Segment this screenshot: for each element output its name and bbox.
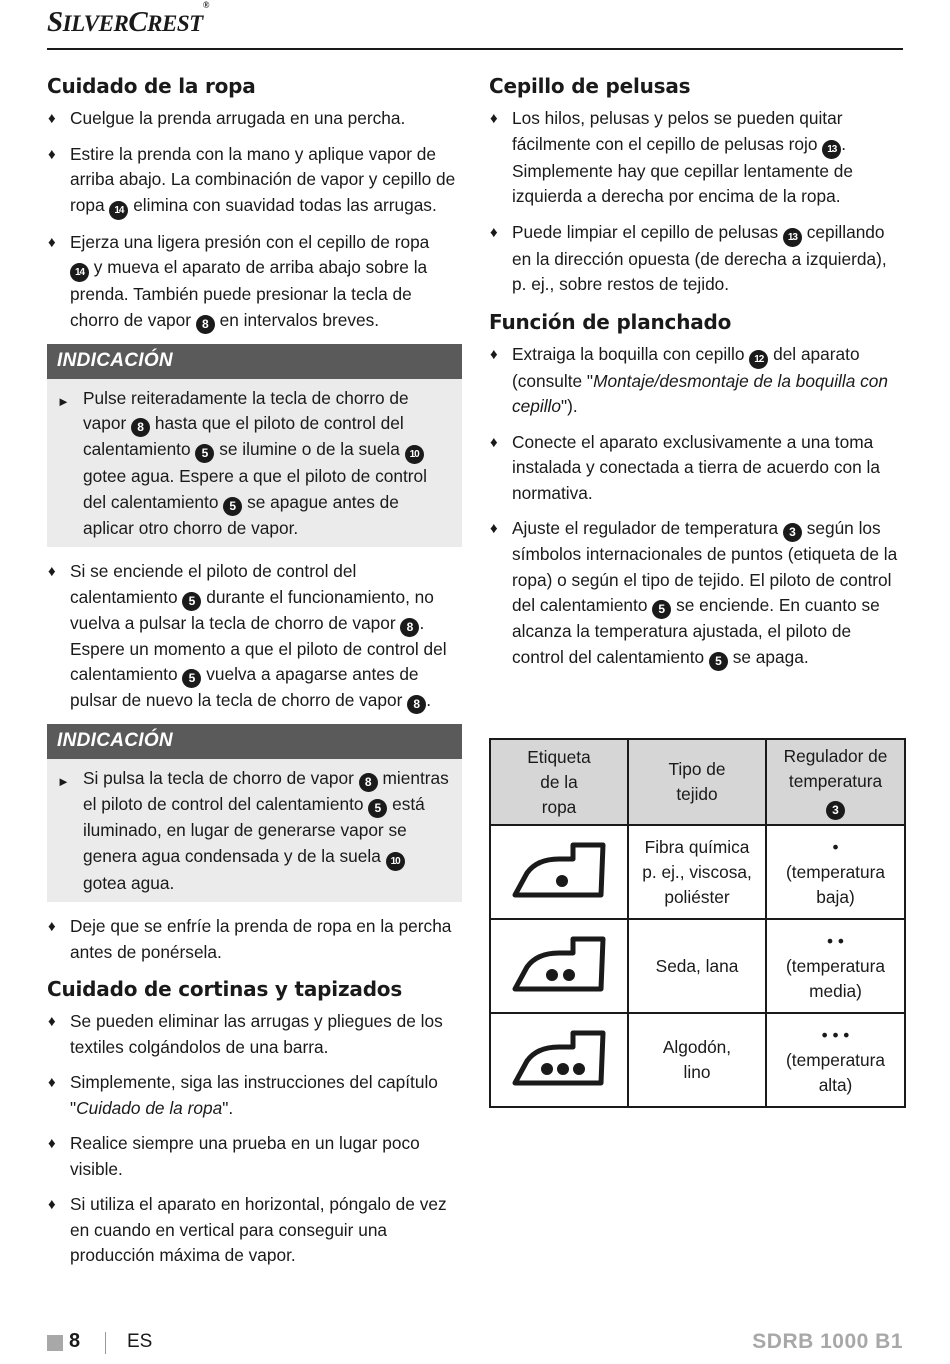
page-number: 8 [69, 1330, 81, 1352]
list-item: ♦ Si utiliza el aparato en horizontal, póngalo de vez en cuando en vertical para conseguir una producción máxima de vapor. [48, 1194, 447, 1265]
arrow-bullet-icon: ► [57, 393, 70, 409]
diamond-bullet-icon: ♦ [48, 1196, 56, 1213]
iron-one-dot-icon [490, 825, 628, 919]
list-item: ♦ Ejerza una ligera presión con el cepillo de ropa 14 y mueva el aparato de arriba abajo sobre la prenda. También puede presionar la tecla de chorro de vapor 8 en intervalos breves. [47, 230, 462, 334]
callout-number-icon: 12 [749, 350, 768, 369]
diamond-bullet-icon: ♦ [48, 110, 56, 127]
header-regulator: Regulador de temperatura 3 [766, 739, 905, 825]
callout-number-icon: 5 [709, 652, 728, 671]
list-item: ♦ Los hilos, pelusas y pelos se pueden quitar fácilmente con el cepillo de pelusas rojo 13 . Simplemente hay que cepillar lentamente de izquierda a derecha por encima de la ropa. [490, 108, 854, 206]
note-box [47, 344, 462, 548]
table-row [490, 825, 905, 919]
list-item: ♦ Deje que se enfríe la prenda de ropa en la percha antes de ponérsela. [48, 916, 452, 962]
list-item: ♦ Se pueden eliminar las arrugas y pliegues de los textiles colgándolos de una barra. [48, 1011, 443, 1057]
list-item: ♦ Extraiga la boquilla con cepillo 12 del aparato (consulte "Montaje/desmontaje de la boquilla con cepillo"). [490, 343, 888, 416]
table-row [490, 919, 905, 1013]
section-title: Función de planchado [489, 309, 732, 334]
diamond-bullet-icon: ♦ [48, 563, 56, 580]
callout-number-icon: 13 [783, 228, 802, 247]
callout-number-icon: 8 [196, 315, 215, 334]
callout-number-icon: 5 [182, 592, 201, 611]
footer-divider [105, 1332, 106, 1354]
callout-number-icon: 10 [386, 852, 405, 871]
diamond-bullet-icon: ♦ [490, 520, 498, 537]
callout-number-icon: 8 [359, 773, 378, 792]
page-header [47, 0, 903, 50]
temperature-cell: • • (temperatura media) [766, 919, 905, 1013]
callout-number-icon: 3 [826, 801, 845, 820]
diamond-bullet-icon: ♦ [48, 1135, 56, 1152]
callout-number-icon: 3 [783, 523, 802, 542]
list-item: ♦ Conecte el aparato exclusivamente a una toma instalada y conectada a tierra de acuerdo con la normativa. [490, 431, 880, 503]
note-title: INDICACIÓN [47, 724, 462, 759]
fabric-cell: Algodón, lino [628, 1013, 766, 1107]
brand-logo: SILVERCREST® [47, 0, 209, 38]
header-label: Etiqueta de la ropa [490, 739, 628, 825]
callout-number-icon: 5 [195, 444, 214, 463]
temperature-table [489, 738, 906, 1108]
header-fabric: Tipo de tejido [628, 739, 766, 825]
list-item: ♦ Estire la prenda con la mano y aplique vapor de arriba abajo. La combinación de vapor y cepillo de ropa 14 elimina con suavidad todas las arrugas. [47, 142, 462, 220]
diamond-bullet-icon: ♦ [48, 233, 56, 251]
table-row [490, 1013, 905, 1107]
model-number: SDRB 1000 B1 [752, 1330, 903, 1353]
language-code: ES [127, 1331, 153, 1352]
note-box [47, 724, 462, 902]
iron-two-dots-icon [490, 919, 628, 1013]
callout-number-icon: 5 [652, 600, 671, 619]
section-title: Cuidado de la ropa [47, 74, 256, 98]
diamond-bullet-icon: ♦ [490, 345, 498, 363]
note-text: ► Si pulsa la tecla de chorro de vapor 8 mientras el piloto de control del calentamiento 5 está iluminado, en lugar de generarse vapor se genera agua condensada y de la suela 10 gotea agua. [57, 768, 449, 893]
note-title: INDICACIÓN [47, 344, 462, 379]
table-header-row [490, 739, 905, 825]
callout-number-icon: 10 [405, 445, 424, 464]
diamond-bullet-icon: ♦ [48, 1013, 56, 1030]
diamond-bullet-icon: ♦ [48, 918, 56, 935]
callout-number-icon: 14 [109, 201, 128, 220]
temperature-cell: • (temperatura baja) [766, 825, 905, 919]
callout-number-icon: 13 [822, 140, 841, 159]
page-footer [47, 1330, 903, 1356]
callout-number-icon: 8 [131, 418, 150, 437]
right-column [489, 74, 904, 681]
section-title: Cuidado de cortinas y tapizados [47, 977, 403, 1001]
fabric-cell: Seda, lana [628, 919, 766, 1013]
list-item: ♦ Puede limpiar el cepillo de pelusas 13 cepillando en la dirección opuesta (de derecha a izquierda), p. ej., sobre restos de tejido. [490, 221, 887, 294]
iron-three-dots-icon [490, 1013, 628, 1107]
fabric-cell: Fibra química p. ej., viscosa, poliéster [628, 825, 766, 919]
diamond-bullet-icon: ♦ [48, 1074, 56, 1091]
list-item: ♦ Ajuste el regulador de temperatura 3 según los símbolos internacionales de puntos (etiqueta de la ropa) o según el tipo de tejido. El piloto de control del calentamiento 5 se enciende. En cuanto se alcanza la temperatura ajustada, el piloto de control del calentamiento 5 se apaga. [489, 516, 904, 671]
diamond-bullet-icon: ♦ [48, 145, 56, 163]
callout-number-icon: 5 [182, 669, 201, 688]
callout-number-icon: 8 [400, 618, 419, 637]
list-item: ♦ Realice siempre una prueba en un lugar poco visible. [48, 1133, 420, 1179]
callout-number-icon: 5 [223, 497, 242, 516]
diamond-bullet-icon: ♦ [490, 223, 498, 241]
callout-number-icon: 8 [407, 695, 426, 714]
note-text: ► Pulse reiteradamente la tecla de chorro de vapor 8 hasta que el piloto de control del calentamiento 5 se ilumine o de la suela 10 gotee agua. Espere a que el piloto de control del calentamiento 5 se apague antes de aplicar otro chorro de vapor. [57, 387, 427, 538]
list-item: ♦ Cuelgue la prenda arrugada en una percha. [47, 106, 462, 132]
diamond-bullet-icon: ♦ [490, 433, 498, 451]
section-title: Cepillo de pelusas [489, 74, 691, 98]
callout-number-icon: 14 [70, 263, 89, 282]
diamond-bullet-icon: ♦ [490, 110, 498, 127]
temperature-cell: • • • (temperatura alta) [766, 1013, 905, 1107]
list-item: ♦ Simplemente, siga las instrucciones del capítulo "Cuidado de la ropa". [48, 1072, 438, 1118]
callout-number-icon: 5 [368, 799, 387, 818]
left-column [47, 74, 462, 1279]
arrow-bullet-icon: ► [57, 774, 70, 789]
list-item: ♦ Si se enciende el piloto de control del calentamiento 5 durante el funcionamiento, no vuelva a pulsar la tecla de chorro de vapor 8 . Espere un momento a que el piloto de control del calentamiento 5 vuelva a apagarse antes de pulsar de nuevo la tecla de chorro de vapor 8 . [47, 559, 462, 714]
footer-square-icon [47, 1335, 63, 1351]
